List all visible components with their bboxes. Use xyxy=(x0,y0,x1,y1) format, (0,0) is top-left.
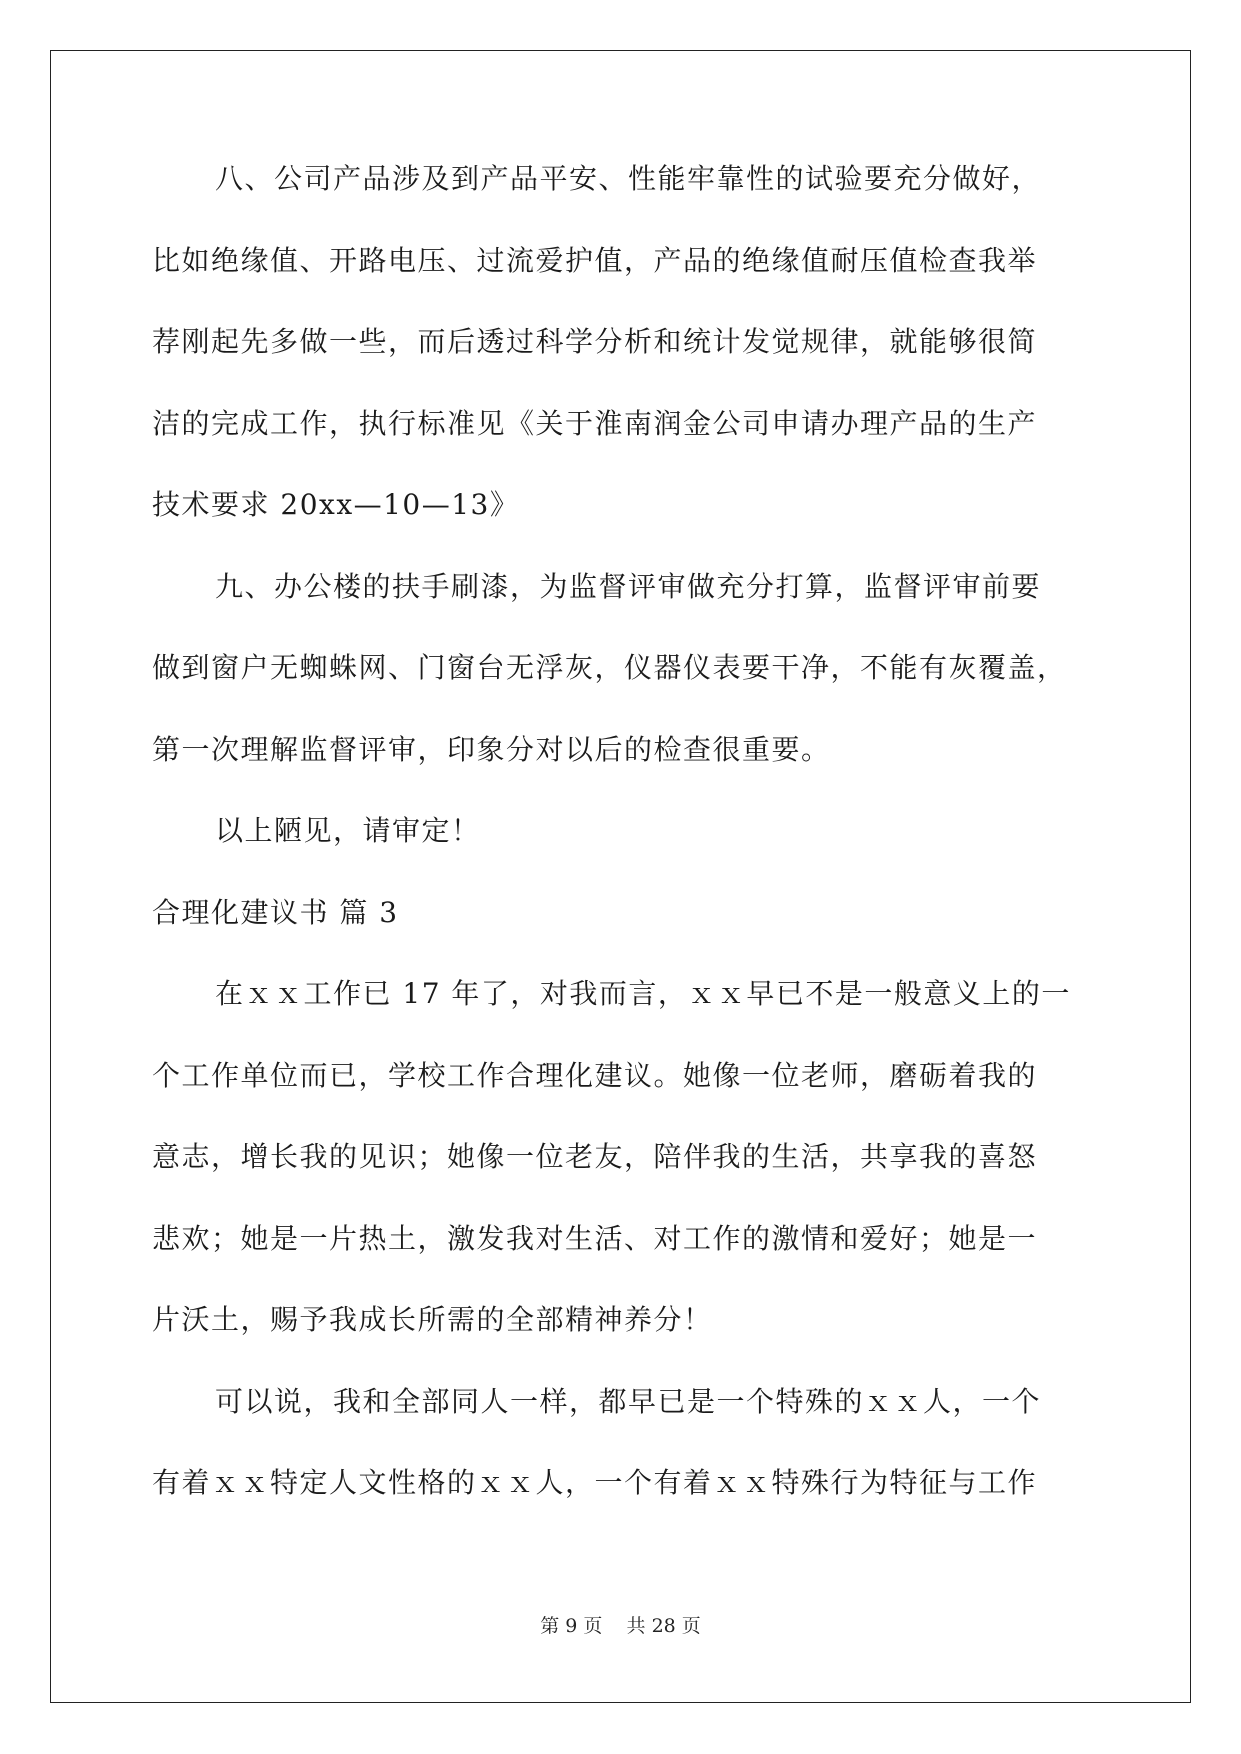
paragraph-line: 第一次理解监督评审，印象分对以后的检查很重要。 xyxy=(152,732,831,766)
paragraph-line: 在ｘｘ工作已 17 年了，对我而言，ｘｘ早已不是一般意义上的一 xyxy=(215,977,1071,1010)
paragraph-line: 有着ｘｘ特定人文性格的ｘｘ人，一个有着ｘｘ特殊行为特征与工作 xyxy=(152,1466,1038,1499)
paragraph-line: 意志，增长我的见识；她像一位老友，陪伴我的生活，共享我的喜怒 xyxy=(152,1140,1038,1173)
section-heading: 合理化建议书 篇 3 xyxy=(152,895,399,929)
page-number-footer xyxy=(0,1611,1241,1638)
paragraph-line: 可以说，我和全部同人一样，都早已是一个特殊的ｘｘ人，一个 xyxy=(215,1384,1042,1418)
paragraph-line: 做到窗户无蜘蛛网、门窗台无浮灰，仪器仪表要干净，不能有灰覆盖， xyxy=(152,651,1067,684)
paragraph-line: 技术要求 20xx—10—13》 xyxy=(152,488,520,521)
paragraph-line: 片沃土，赐予我成长所需的全部精神养分！ xyxy=(152,1303,713,1336)
paragraph-line: 以上陋见，请审定！ xyxy=(215,814,481,847)
page-number-label: 第 9 页 共 28 页 xyxy=(540,1615,701,1637)
paragraph-line: 个工作单位而已，学校工作合理化建议。她像一位老师，磨砺着我的 xyxy=(152,1058,1038,1092)
paragraph-line: 洁的完成工作，执行标准见《关于淮南润金公司申请办理产品的生产 xyxy=(152,406,1038,440)
paragraph-line: 八、公司产品涉及到产品平安、性能牢靠性的试验要充分做好， xyxy=(215,162,1042,195)
paragraph-line: 荐刚起先多做一些，而后透过科学分析和统计发觉规律，就能够很简 xyxy=(152,325,1038,358)
paragraph-line: 九、办公楼的扶手刷漆，为监督评审做充分打算，监督评审前要 xyxy=(215,569,1042,603)
paragraph-line: 比如绝缘值、开路电压、过流爱护值，产品的绝缘值耐压值检查我举 xyxy=(152,243,1038,277)
paragraph-line: 悲欢；她是一片热土，激发我对生活、对工作的激情和爱好；她是一 xyxy=(152,1221,1038,1255)
document-body xyxy=(152,162,1090,1548)
